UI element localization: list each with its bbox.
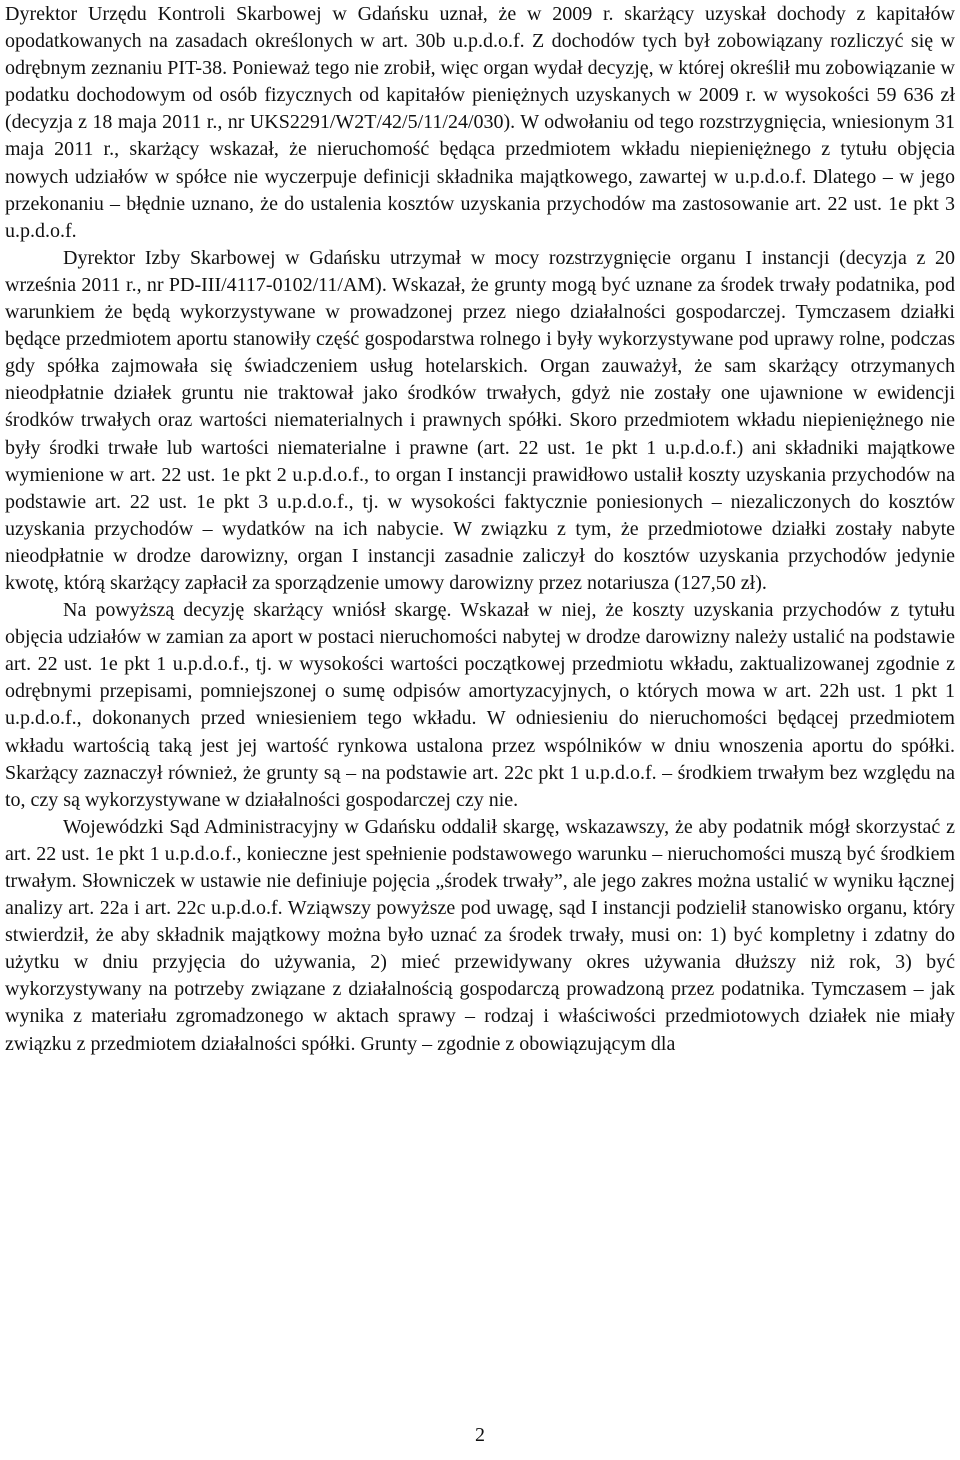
document-page <box>5 0 955 1460</box>
paragraph-2: Dyrektor Izby Skarbowej w Gdańsku utrzymał w mocy rozstrzygnięcie organu I instancji (decyzja z 20 września 2011 r., nr PD-III/4117-0102/11/AM). Wskazał, że grunty mogą być uznane za środek trwały podatnika, pod warunkiem że będą wykorzystywane w prowadzonej przez niego działalności gospodarczej. Tymczasem działki będące przedmiotem aportu stanowiły część gospodarstwa rolnego i były wykorzystywane pod uprawy rolne, podczas gdy spółka zajmowała się świadczeniem usług hotelarskich. Organ zauważył, że sam skarżący otrzymanych nieodpłatnie działek gruntu nie traktował jako środków trwałych, gdyż nie zostały one ujawnione w ewidencji środków trwałych oraz wartości niematerialnych i prawnych spółki. Skoro przedmiotem wkładu niepieniężnego nie były środki trwałe lub wartości niematerialne i prawne (art. 22 ust. 1e pkt 1 u.p.d.o.f.) ani składniki majątkowe wymienione w art. 22 ust. 1e pkt 2 u.p.d.o.f., to organ I instancji prawidłowo ustalił koszty uzyskania przychodów na podstawie art. 22 ust. 1e pkt 3 u.p.d.o.f., tj. w wysokości faktycznie poniesionych – niezaliczonych do kosztów uzyskania przychodów – wydatków na ich nabycie. W związku z tym, że przedmiotowe działki zostały nabyte nieodpłatnie w drodze darowizny, organ I instancji zasadnie zaliczył do kosztów uzyskania przychodów jedynie kwotę, którą skarżący zapłacił za sporządzenie umowy darowizny przez notariusza (127,50 zł). <box>5 246 955 594</box>
paragraph-3: Na powyższą decyzję skarżący wniósł skargę. Wskazał w niej, że koszty uzyskania przychodów z tytułu objęcia udziałów w zamian za aport w postaci nieruchomości nabytej w drodze darowizny należy ustalić na podstawie art. 22 ust. 1e pkt 1 u.p.d.o.f., tj. w wysokości wartości początkowej przedmiotu wkładu, zaktualizowanej zgodnie z odrębnymi przepisami, pomniejszonej o sumę odpisów amortyzacyjnych, o których mowa w art. 22h ust. 1 pkt 1 u.p.d.o.f., dokonanych przed wniesieniem tego wkładu. W odniesieniu do nieruchomości będącej przedmiotem wkładu wartością taką jest jej wartość rynkowa ustalona przez wspólników w dniu wnoszenia aportu do spółki. Skarżący zaznaczył również, że grunty są – na podstawie art. 22c pkt 1 u.p.d.o.f. – środkiem trwałym bez względu na to, czy są wykorzystywane w działalności gospodarczej czy nie. <box>5 599 955 811</box>
page-number: 2 <box>475 1424 485 1446</box>
document-body <box>5 0 955 1058</box>
paragraph-1: Dyrektor Urzędu Kontroli Skarbowej w Gdańsku uznał, że w 2009 r. skarżący uzyskał dochody z kapitałów opodatkowanych na zasadach określonych w art. 30b u.p.d.o.f. Z dochodów tych był zobowiązany rozliczyć się w odrębnym zeznaniu PIT-38. Ponieważ tego nie zrobił, więc organ wydał decyzję, w której określił mu zobowiązanie w podatku dochodowym od osób fizycznych od kapitałów pieniężnych uzyskanych w 2009 r. w wysokości 59 636 zł (decyzja z 18 maja 2011 r., nr UKS2291/W2T/42/5/11/24/030). W odwołaniu od tego rozstrzygnięcia, wniesionym 31 maja 2011 r., skarżący wskazał, że nieruchomość będąca przedmiotem wkładu niepieniężnego z tytułu objęcia nowych udziałów w spółce nie wyczerpuje definicji składnika majątkowego, zawartej w u.p.d.o.f. Dlatego – w jego przekonaniu – błędnie uznano, że do ustalenia kosztów uzyskania przychodów ma zastosowanie art. 22 ust. 1e pkt 3 u.p.d.o.f. <box>5 3 955 242</box>
paragraph-4: Wojewódzki Sąd Administracyjny w Gdańsku oddalił skargę, wskazawszy, że aby podatnik mógł skorzystać z art. 22 ust. 1e pkt 1 u.p.d.o.f., konieczne jest spełnienie podstawowego warunku – nieruchomości muszą być środkiem trwałym. Słowniczek w ustawie nie definiuje pojęcia „środek trwały”, ale jego zakres można ustalić w wyniku łącznej analizy art. 22a i art. 22c u.p.d.o.f. Wziąwszy powyższe pod uwagę, sąd I instancji podzielił stanowisko organu, który stwierdził, że aby składnik majątkowy można było uznać za środek trwały, musi on: 1) być kompletny i zdatny do użytku w dniu przyjęcia do używania, 2) mieć przewidywany okres używania dłuższy niż rok, 3) być wykorzystywany na potrzeby związane z działalnością gospodarczą prowadzoną przez podatnika. Tymczasem – jak wynika z materiału zgromadzonego w aktach sprawy – rodzaj i właściwości przedmiotowych działek nie miały związku z przedmiotem działalności spółki. Grunty – zgodnie z obowiązującym dla <box>5 815 955 1055</box>
